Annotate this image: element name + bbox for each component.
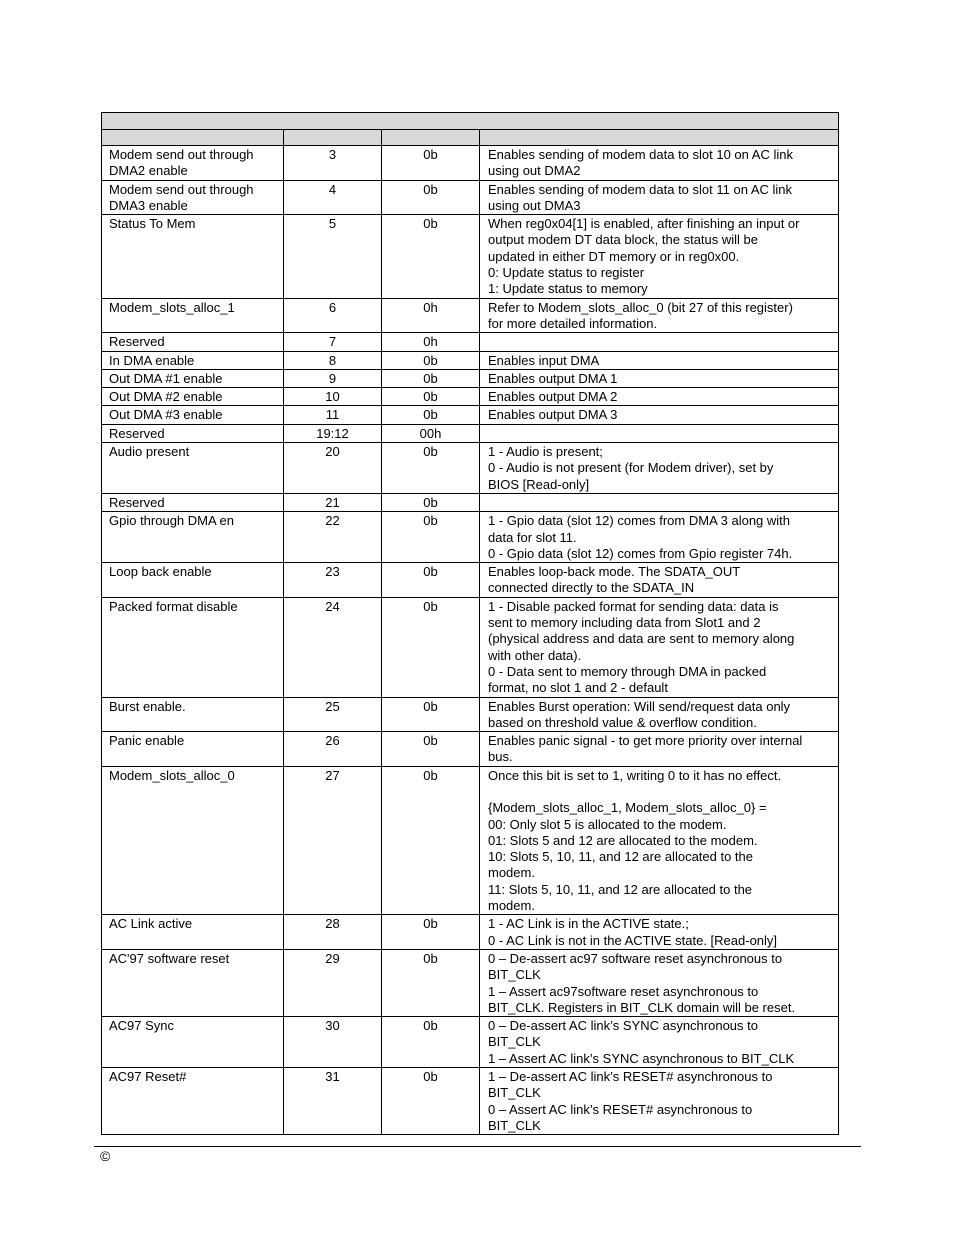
default-value-cell: 0b bbox=[382, 493, 480, 511]
description-line: bus. bbox=[488, 749, 513, 765]
default-value-cell: 0b bbox=[382, 351, 480, 369]
description-line: data for slot 11. bbox=[488, 529, 577, 545]
bit-position-cell: 30 bbox=[284, 1017, 382, 1068]
description-line: 10: Slots 5, 10, 11, and 12 are allocated to the bbox=[488, 849, 754, 865]
field-name-cell bbox=[102, 732, 284, 767]
table-row bbox=[102, 493, 839, 511]
description-line: 1 - Disable packed format for sending data: data is bbox=[488, 598, 779, 614]
field-name-cell bbox=[102, 1017, 284, 1068]
description-line: updated in either DT memory or in reg0x00. bbox=[488, 248, 740, 264]
description-line: Enables loop-back mode. The SDATA_OUT bbox=[488, 564, 741, 580]
default-value-cell: 0b bbox=[382, 215, 480, 298]
description-line: 0 - Data sent to memory through DMA in packed bbox=[488, 663, 767, 679]
table-title-row bbox=[102, 113, 839, 130]
table-row bbox=[102, 180, 839, 215]
default-value-cell: 0b bbox=[382, 512, 480, 563]
default-value-cell: 0b bbox=[382, 388, 480, 406]
description-cell bbox=[480, 697, 839, 732]
description-cell bbox=[480, 493, 839, 511]
default-value-cell: 0h bbox=[382, 298, 480, 333]
description-cell bbox=[480, 766, 839, 915]
default-value-cell: 0b bbox=[382, 766, 480, 915]
default-value-cell: 0b bbox=[382, 915, 480, 950]
description-line: 0 – De-assert ac97 software reset asynchronous to bbox=[488, 950, 783, 966]
default-value-cell: 0b bbox=[382, 732, 480, 767]
table-row bbox=[102, 597, 839, 697]
bit-position-cell: 6 bbox=[284, 298, 382, 333]
field-name-cell bbox=[102, 333, 284, 351]
field-name-cell bbox=[102, 915, 284, 950]
footer-rule bbox=[94, 1146, 861, 1147]
description-line: {Modem_slots_alloc_1, Modem_slots_alloc_0} = bbox=[488, 800, 767, 816]
description-line: BIT_CLK bbox=[488, 967, 541, 983]
default-value-cell: 0b bbox=[382, 146, 480, 181]
field-name-cell bbox=[102, 215, 284, 298]
description-line: 1 - Audio is present; bbox=[488, 444, 603, 460]
field-name-line: Reserved bbox=[109, 334, 165, 350]
table-row bbox=[102, 512, 839, 563]
description-line: When reg0x04[1] is enabled, after finishing an input or bbox=[488, 216, 800, 232]
bit-position-cell: 7 bbox=[284, 333, 382, 351]
table-row bbox=[102, 333, 839, 351]
field-name-line: Reserved bbox=[109, 425, 165, 441]
description-line: BIT_CLK bbox=[488, 1085, 541, 1101]
table-row bbox=[102, 351, 839, 369]
description-line: (physical address and data are sent to memory along bbox=[488, 631, 795, 647]
bit-position-cell: 11 bbox=[284, 406, 382, 424]
table-row bbox=[102, 369, 839, 387]
default-value-cell: 0b bbox=[382, 443, 480, 494]
header-cell-description bbox=[480, 130, 839, 146]
table-row bbox=[102, 915, 839, 950]
description-line: modem. bbox=[488, 865, 535, 881]
bit-position-cell: 26 bbox=[284, 732, 382, 767]
description-line: BIT_CLK. Registers in BIT_CLK domain will be reset. bbox=[488, 999, 796, 1015]
bit-position-cell: 24 bbox=[284, 597, 382, 697]
description-cell bbox=[480, 732, 839, 767]
description-cell bbox=[480, 915, 839, 950]
header-cell-bits bbox=[284, 130, 382, 146]
field-name-line: AC97 Sync bbox=[109, 1018, 175, 1034]
field-name-cell bbox=[102, 369, 284, 387]
description-line: 0 - AC Link is not in the ACTIVE state. [Read-only] bbox=[488, 932, 778, 948]
header-cell-field bbox=[102, 130, 284, 146]
bit-position-cell: 8 bbox=[284, 351, 382, 369]
bit-position-cell: 4 bbox=[284, 180, 382, 215]
field-name-line: Audio present bbox=[109, 444, 190, 460]
table-row bbox=[102, 697, 839, 732]
field-name-line: Out DMA #3 enable bbox=[109, 407, 223, 423]
description-cell bbox=[480, 146, 839, 181]
description-line: modem. bbox=[488, 898, 535, 914]
table-row bbox=[102, 1068, 839, 1135]
field-name-cell bbox=[102, 298, 284, 333]
field-name-cell bbox=[102, 388, 284, 406]
default-value-cell: 0b bbox=[382, 406, 480, 424]
table-row bbox=[102, 443, 839, 494]
description-line: format, no slot 1 and 2 - default bbox=[488, 680, 668, 696]
field-name-line: Modem send out through bbox=[109, 181, 254, 197]
table-row bbox=[102, 732, 839, 767]
description-line: 0 - Gpio data (slot 12) comes from Gpio register 74h. bbox=[488, 545, 793, 561]
description-cell bbox=[480, 298, 839, 333]
field-name-line: Reserved bbox=[109, 494, 165, 510]
description-line: 1 – De-assert AC link’s RESET# asynchronous to bbox=[488, 1069, 773, 1085]
description-cell bbox=[480, 369, 839, 387]
description-cell bbox=[480, 443, 839, 494]
field-name-line: Panic enable bbox=[109, 733, 185, 749]
bit-position-cell: 23 bbox=[284, 563, 382, 598]
default-value-cell: 0b bbox=[382, 369, 480, 387]
table-row bbox=[102, 146, 839, 181]
description-line: BIT_CLK bbox=[488, 1117, 541, 1133]
field-name-line: Out DMA #2 enable bbox=[109, 389, 223, 405]
field-name-line: DMA2 enable bbox=[109, 163, 188, 179]
description-line: Enables output DMA 3 bbox=[488, 407, 618, 423]
description-line: output modem DT data block, the status will be bbox=[488, 232, 759, 248]
bit-position-cell: 19:12 bbox=[284, 424, 382, 442]
table-row bbox=[102, 424, 839, 442]
description-line: 1 – Assert ac97software reset asynchronous to bbox=[488, 983, 759, 999]
field-name-line: Burst enable. bbox=[109, 698, 186, 714]
field-name-cell bbox=[102, 406, 284, 424]
description-cell bbox=[480, 180, 839, 215]
table-row bbox=[102, 563, 839, 598]
description-line: 11: Slots 5, 10, 11, and 12 are allocated to the bbox=[488, 881, 753, 897]
bit-position-cell: 21 bbox=[284, 493, 382, 511]
bit-position-cell: 9 bbox=[284, 369, 382, 387]
description-cell bbox=[480, 424, 839, 442]
description-line: Enables output DMA 1 bbox=[488, 370, 618, 386]
header-cell-default bbox=[382, 130, 480, 146]
description-cell bbox=[480, 215, 839, 298]
description-line: 1 - Gpio data (slot 12) comes from DMA 3 along with bbox=[488, 513, 791, 529]
description-line: BIOS [Read-only] bbox=[488, 476, 590, 492]
default-value-cell: 0h bbox=[382, 333, 480, 351]
description-cell bbox=[480, 1017, 839, 1068]
bit-position-cell: 3 bbox=[284, 146, 382, 181]
table-row bbox=[102, 215, 839, 298]
default-value-cell: 0b bbox=[382, 180, 480, 215]
field-name-line: Loop back enable bbox=[109, 564, 212, 580]
description-line: 1 – Assert AC link’s SYNC asynchronous to BIT_CLK bbox=[488, 1050, 795, 1066]
field-name-cell bbox=[102, 512, 284, 563]
field-name-line: AC'97 software reset bbox=[109, 950, 230, 966]
bit-position-cell: 28 bbox=[284, 915, 382, 950]
table-row bbox=[102, 406, 839, 424]
bit-position-cell: 31 bbox=[284, 1068, 382, 1135]
field-name-cell bbox=[102, 180, 284, 215]
field-name-cell bbox=[102, 443, 284, 494]
description-cell bbox=[480, 351, 839, 369]
description-cell bbox=[480, 406, 839, 424]
description-line: 00: Only slot 5 is allocated to the modem. bbox=[488, 816, 727, 832]
description-cell bbox=[480, 949, 839, 1016]
description-line: Enables panic signal - to get more priority over internal bbox=[488, 733, 803, 749]
description-line: 1 - AC Link is in the ACTIVE state.; bbox=[488, 916, 689, 932]
description-line: with other data). bbox=[488, 647, 582, 663]
description-line: based on threshold value & overflow condition. bbox=[488, 714, 757, 730]
default-value-cell: 0b bbox=[382, 1017, 480, 1068]
field-name-line: Status To Mem bbox=[109, 216, 196, 232]
description-line: Once this bit is set to 1, writing 0 to it has no effect. bbox=[488, 767, 782, 783]
field-name-line: Packed format disable bbox=[109, 598, 238, 614]
default-value-cell: 00h bbox=[382, 424, 480, 442]
description-cell bbox=[480, 512, 839, 563]
field-name-line: DMA3 enable bbox=[109, 197, 188, 213]
table-row bbox=[102, 298, 839, 333]
field-name-cell bbox=[102, 493, 284, 511]
register-table bbox=[101, 112, 839, 1135]
description-line: 0 – De-assert AC link’s SYNC asynchronous to bbox=[488, 1018, 758, 1034]
table-row bbox=[102, 766, 839, 915]
field-name-cell bbox=[102, 563, 284, 598]
field-name-cell bbox=[102, 697, 284, 732]
bit-position-cell: 10 bbox=[284, 388, 382, 406]
field-name-line: Modem_slots_alloc_1 bbox=[109, 299, 235, 315]
description-line: 0: Update status to register bbox=[488, 265, 645, 281]
description-line: Enables output DMA 2 bbox=[488, 389, 618, 405]
field-name-line: Out DMA #1 enable bbox=[109, 370, 223, 386]
default-value-cell: 0b bbox=[382, 949, 480, 1016]
field-name-line: Gpio through DMA en bbox=[109, 513, 235, 529]
bit-position-cell: 5 bbox=[284, 215, 382, 298]
bit-position-cell: 20 bbox=[284, 443, 382, 494]
table-row bbox=[102, 949, 839, 1016]
field-name-line: Modem_slots_alloc_0 bbox=[109, 767, 235, 783]
bit-position-cell: 29 bbox=[284, 949, 382, 1016]
description-line: BIT_CLK bbox=[488, 1034, 541, 1050]
description-line: Enables sending of modem data to slot 10 on AC link bbox=[488, 147, 793, 162]
default-value-cell: 0b bbox=[382, 597, 480, 697]
bit-position-cell: 25 bbox=[284, 697, 382, 732]
field-name-line: Modem send out through bbox=[109, 147, 254, 162]
register-table-body bbox=[102, 113, 839, 1135]
description-line: 1: Update status to memory bbox=[488, 281, 648, 297]
description-line: Refer to Modem_slots_alloc_0 (bit 27 of this register) bbox=[488, 299, 793, 315]
description-line bbox=[488, 784, 834, 800]
table-title-cell bbox=[102, 113, 839, 130]
field-name-line: AC97 Reset# bbox=[109, 1069, 187, 1085]
description-cell bbox=[480, 388, 839, 406]
field-name-cell bbox=[102, 949, 284, 1016]
field-name-line: AC Link active bbox=[109, 916, 193, 932]
field-name-line: In DMA enable bbox=[109, 352, 195, 368]
bit-position-cell: 27 bbox=[284, 766, 382, 915]
copyright-symbol: © bbox=[100, 1148, 111, 1164]
bit-position-cell: 22 bbox=[284, 512, 382, 563]
table-row bbox=[102, 388, 839, 406]
description-cell bbox=[480, 333, 839, 351]
default-value-cell: 0b bbox=[382, 697, 480, 732]
table-header-row bbox=[102, 130, 839, 146]
field-name-cell bbox=[102, 1068, 284, 1135]
default-value-cell: 0b bbox=[382, 1068, 480, 1135]
description-line: connected directly to the SDATA_IN bbox=[488, 580, 695, 596]
description-line: using out DMA3 bbox=[488, 197, 581, 213]
description-line: Enables Burst operation: Will send/request data only bbox=[488, 698, 791, 714]
description-line: 0 – Assert AC link’s RESET# asynchronous to bbox=[488, 1101, 753, 1117]
table-row bbox=[102, 1017, 839, 1068]
description-line: for more detailed information. bbox=[488, 315, 658, 331]
description-line: Enables sending of modem data to slot 11 on AC link bbox=[488, 181, 793, 197]
description-line: using out DMA2 bbox=[488, 163, 581, 179]
description-line: sent to memory including data from Slot1 and 2 bbox=[488, 615, 761, 631]
description-cell bbox=[480, 1068, 839, 1135]
default-value-cell: 0b bbox=[382, 563, 480, 598]
description-cell bbox=[480, 563, 839, 598]
description-cell bbox=[480, 597, 839, 697]
description-line: 0 - Audio is not present (for Modem driver), set by bbox=[488, 460, 774, 476]
field-name-cell bbox=[102, 766, 284, 915]
field-name-cell bbox=[102, 424, 284, 442]
field-name-cell bbox=[102, 597, 284, 697]
description-line: 01: Slots 5 and 12 are allocated to the modem. bbox=[488, 832, 758, 848]
field-name-cell bbox=[102, 351, 284, 369]
description-line: Enables input DMA bbox=[488, 352, 600, 368]
field-name-cell bbox=[102, 146, 284, 181]
